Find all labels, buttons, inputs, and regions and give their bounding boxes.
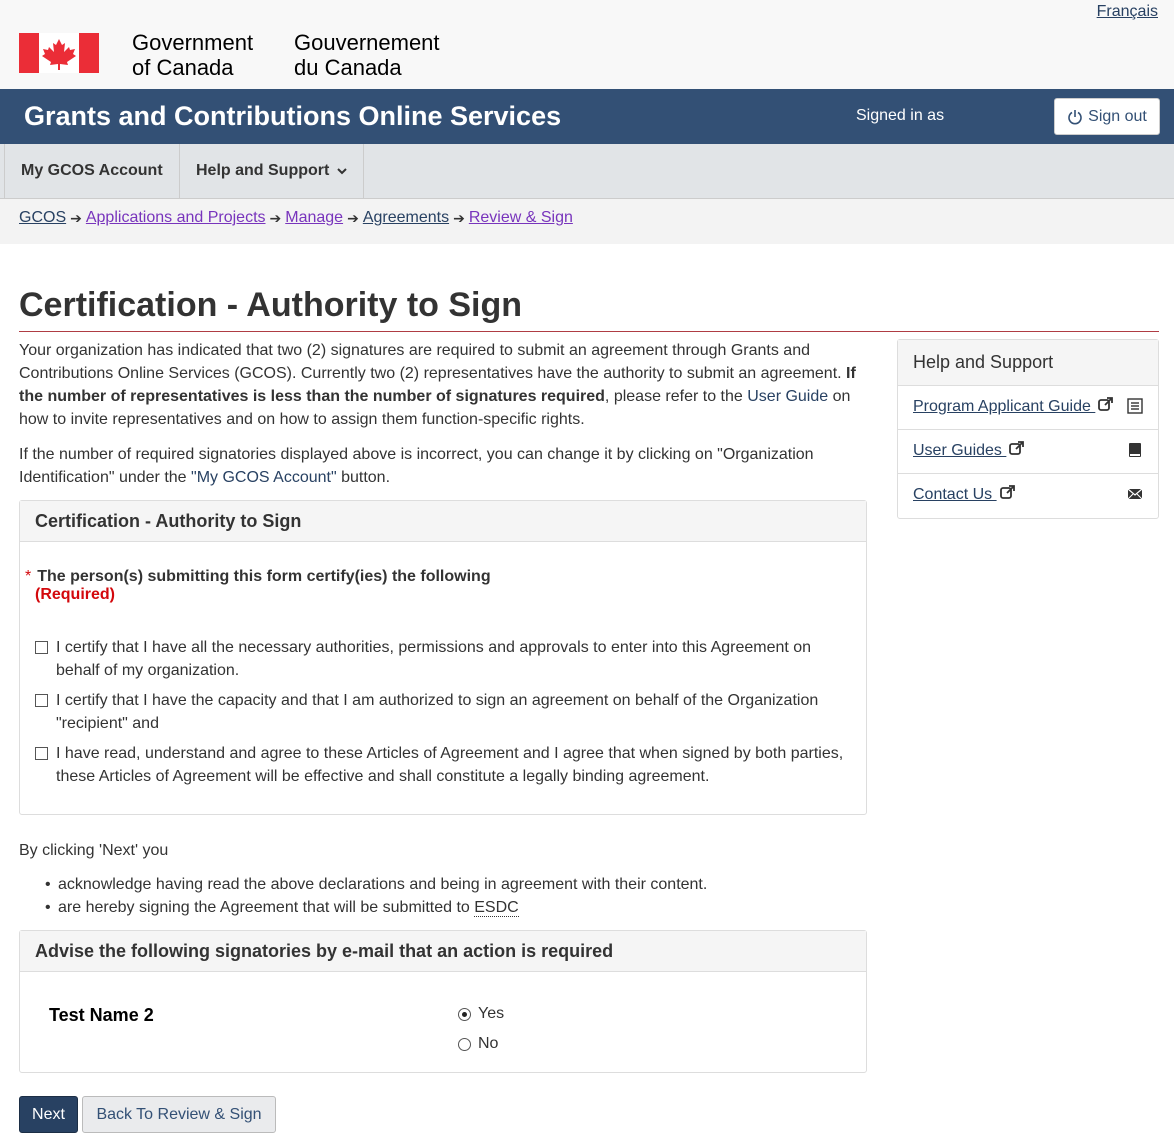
intro-bold-text: If the number of representatives is less than the number of signatures required — [19, 365, 856, 405]
help-support-sidebar — [897, 339, 1159, 519]
sign-out-button[interactable] — [1054, 98, 1160, 135]
notify-yes-radio[interactable] — [458, 1008, 471, 1021]
checkbox-label: I certify that I have all the necessary authorities, permissions and approvals to enter into this Agreement on behalf of my organization. — [56, 639, 812, 679]
main-menu — [0, 144, 1174, 199]
signatories-text-2: button. — [336, 469, 391, 486]
gov-en-line1: Government — [132, 30, 254, 55]
certification-panel — [19, 500, 867, 815]
checkbox-label: I have read, understand and agree to these Articles of Agreement and I agree that when signed by both parties, these Articles of Agreement will be effective and shall constitute a legally binding agreement. — [56, 745, 844, 785]
canada-flag-icon — [19, 33, 99, 73]
program-applicant-guide-link[interactable] — [913, 398, 1113, 415]
external-link-icon — [1098, 397, 1113, 412]
breadcrumb — [0, 199, 1174, 244]
language-toggle-link[interactable]: Français — [1096, 3, 1158, 20]
arrow-right-icon: ➔ — [453, 209, 465, 226]
external-link-icon — [1009, 441, 1024, 456]
advise-panel-heading: Advise the following signatories by e-mail that an action is required — [20, 931, 866, 972]
intro-paragraph — [19, 339, 864, 431]
signatories-text-1: If the number of required signatories displayed above is incorrect, you can change it by clicking on "Organization Identification" under the — [19, 446, 814, 486]
bullet-text: are hereby signing the Agreement that will be submitted to — [58, 899, 475, 916]
chevron-down-icon — [337, 167, 347, 175]
user-guides-link[interactable] — [913, 442, 1024, 459]
certify-capacity-checkbox[interactable] — [35, 694, 48, 707]
sign-out-label: Sign out — [1088, 107, 1147, 125]
breadcrumb-gcos[interactable]: GCOS — [19, 209, 67, 226]
gov-fr-line2: du Canada — [294, 55, 402, 80]
notify-no-radio[interactable] — [458, 1038, 471, 1051]
external-link-icon — [1000, 485, 1015, 500]
link-label: User Guides — [913, 442, 1007, 459]
certification-panel-heading: Certification - Authority to Sign — [20, 501, 866, 542]
radio-label: Yes — [478, 1005, 505, 1022]
certify-authorities-option[interactable] — [35, 636, 855, 682]
required-star: * — [25, 568, 32, 585]
government-of-canada-wordmark — [132, 30, 253, 80]
arrow-right-icon: ➔ — [347, 209, 359, 226]
notify-yes-option[interactable] — [458, 1005, 504, 1023]
next-notice-intro: By clicking 'Next' you — [19, 842, 169, 859]
esdc-abbreviation: ESDC — [474, 899, 519, 916]
arrow-right-icon: ➔ — [70, 209, 82, 226]
sidebar-heading: Help and Support — [898, 340, 1158, 386]
certify-authorities-checkbox[interactable] — [35, 641, 48, 654]
menu-item-label: Help and Support — [196, 162, 330, 179]
menu-my-gcos-account[interactable] — [4, 144, 180, 198]
checkbox-label: I certify that I have the capacity and that I am authorized to sign an agreement on behalf of the Organization "recipient" and — [56, 692, 819, 732]
certify-capacity-option[interactable] — [35, 689, 855, 735]
arrow-right-icon: ➔ — [269, 209, 282, 226]
required-text: (Required) — [35, 586, 115, 603]
next-notice-list — [19, 873, 707, 919]
menu-help-and-support[interactable] — [180, 144, 364, 198]
breadcrumb-agreements[interactable]: Agreements — [362, 209, 450, 226]
power-icon — [1067, 109, 1083, 125]
user-guide-link[interactable]: User Guide — [747, 388, 829, 405]
signatory-name: Test Name 2 — [49, 1005, 154, 1025]
back-to-review-sign-button[interactable]: Back To Review & Sign — [82, 1096, 276, 1133]
app-title[interactable]: Grants and Contributions Online Services — [24, 101, 562, 131]
book-icon — [1127, 442, 1143, 458]
intro-text-1: Your organization has indicated that two (2) signatures are required to submit an agreement through Grants and Contributions Online Services (GCOS). Currently two (2) representatives have the authority to submit an agreement. — [19, 342, 847, 382]
signed-in-text: Signed in as — [856, 107, 945, 124]
list-icon — [1127, 398, 1143, 414]
gov-fr-line1: Gouvernement — [294, 30, 440, 55]
envelope-icon — [1127, 486, 1143, 502]
my-gcos-account-link[interactable]: "My GCOS Account" — [191, 469, 337, 486]
sidebar-item-user-guides[interactable] — [898, 430, 1158, 474]
agree-articles-option[interactable] — [35, 742, 855, 788]
certification-question — [25, 568, 491, 604]
gov-en-line2: of Canada — [132, 55, 234, 80]
menu-item-label: My GCOS Account — [21, 162, 163, 179]
sidebar-item-program-applicant-guide[interactable] — [898, 386, 1158, 430]
list-item — [58, 896, 707, 919]
link-label: Contact Us — [913, 486, 997, 503]
signatories-paragraph — [19, 443, 864, 489]
certification-question-text: The person(s) submitting this form certify(ies) the following — [37, 568, 491, 585]
notify-no-option[interactable] — [458, 1035, 498, 1053]
link-label: Program Applicant Guide — [913, 398, 1096, 415]
breadcrumb-applications-and-projects[interactable]: Applications and Projects — [85, 209, 266, 226]
radio-label: No — [478, 1035, 499, 1052]
title-divider — [19, 331, 1159, 332]
breadcrumb-manage[interactable]: Manage — [285, 209, 344, 226]
page-title: Certification - Authority to Sign — [19, 286, 523, 324]
sidebar-item-contact-us[interactable] — [898, 474, 1158, 518]
federal-header — [0, 0, 1174, 89]
list-item: • acknowledge having read the above declarations and being in agreement with their content. — [58, 873, 707, 896]
agree-articles-checkbox[interactable] — [35, 747, 48, 760]
intro-text-3: on how to invite representatives and on how to assign them function-specific rights. — [19, 388, 851, 428]
advise-signatories-panel — [19, 930, 867, 1073]
gouvernement-du-canada-wordmark — [294, 30, 440, 80]
breadcrumb-review-and-sign[interactable]: Review & Sign — [468, 209, 573, 226]
contact-us-link[interactable] — [913, 486, 1015, 503]
app-bar — [0, 89, 1174, 144]
intro-text-2: , please refer to the — [604, 388, 748, 405]
next-button[interactable]: Next — [19, 1096, 78, 1133]
